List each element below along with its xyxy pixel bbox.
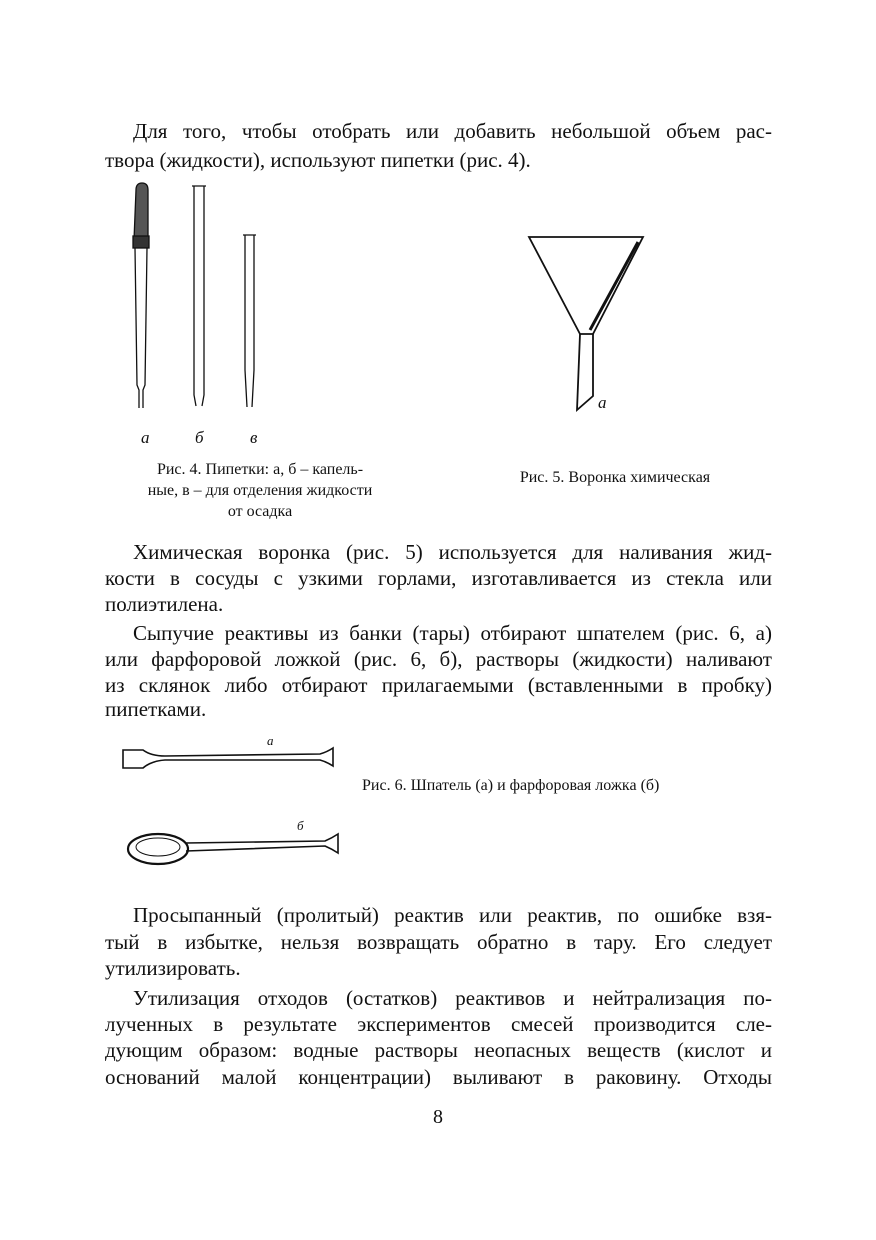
caption-line: от осадка <box>227 503 293 520</box>
text-line: Просыпанный (пролитый) реактив или реактив, по ошибке взя- <box>133 903 772 927</box>
text-line: из склянок либо отбирают прилагаемыми (вставленными в пробку) <box>105 673 772 697</box>
funnel-label: а <box>598 393 607 412</box>
text-line: лученных в результате экспериментов смесей производится сле- <box>105 1012 772 1036</box>
pipette-label-v: в <box>250 428 258 447</box>
text-line: Утилизация отходов (остатков) реактивов и нейтрализация по- <box>133 986 772 1010</box>
text-line: утилизировать. <box>105 956 241 980</box>
text-line: оснований малой концентрации) выливают в раковину. Отходы <box>105 1065 772 1089</box>
text-line: Для того, чтобы отобрать или добавить небольшой объем рас- <box>133 119 772 143</box>
text-line: Сыпучие реактивы из банки (тары) отбирают шпателем (рис. 6, а) <box>133 621 772 645</box>
text-line: пипетками. <box>105 697 207 721</box>
text-line: твора (жидкости), используют пипетки (рис. 4). <box>105 148 531 172</box>
text-line: кости в сосуды с узкими горлами, изготавливается из стекла или <box>105 566 772 590</box>
pipettes-illustration <box>120 180 280 415</box>
text-line: полиэтилена. <box>105 592 224 616</box>
funnel-illustration <box>520 230 650 415</box>
figure-5-caption: Рис. 5. Воронка химическая <box>519 469 711 486</box>
figure-4-caption <box>110 459 410 522</box>
text-line: дующим образом: водные растворы неопасных веществ (кислот и <box>105 1038 772 1062</box>
text-line: или фарфоровой ложкой (рис. 6, б), растворы (жидкости) наливают <box>105 647 772 671</box>
pipette-label-a: а <box>141 428 150 447</box>
page-number: 8 <box>433 1106 443 1128</box>
caption-line: ные, в – для отделения жидкости <box>147 482 373 499</box>
figure-6-caption: Рис. 6. Шпатель (а) и фарфоровая ложка (б) <box>362 777 660 794</box>
text-line: Химическая воронка (рис. 5) используется для наливания жид- <box>133 540 772 564</box>
spatula-label: а <box>267 733 274 748</box>
spatula-illustration <box>115 740 345 775</box>
pipette-label-b: б <box>195 428 204 447</box>
porcelain-spoon-illustration <box>120 825 350 870</box>
caption-line: Рис. 4. Пипетки: а, б – капель- <box>156 461 364 478</box>
text-line: тый в избытке, нельзя возвращать обратно в тару. Его следует <box>105 930 772 954</box>
spoon-label: б <box>297 818 304 833</box>
